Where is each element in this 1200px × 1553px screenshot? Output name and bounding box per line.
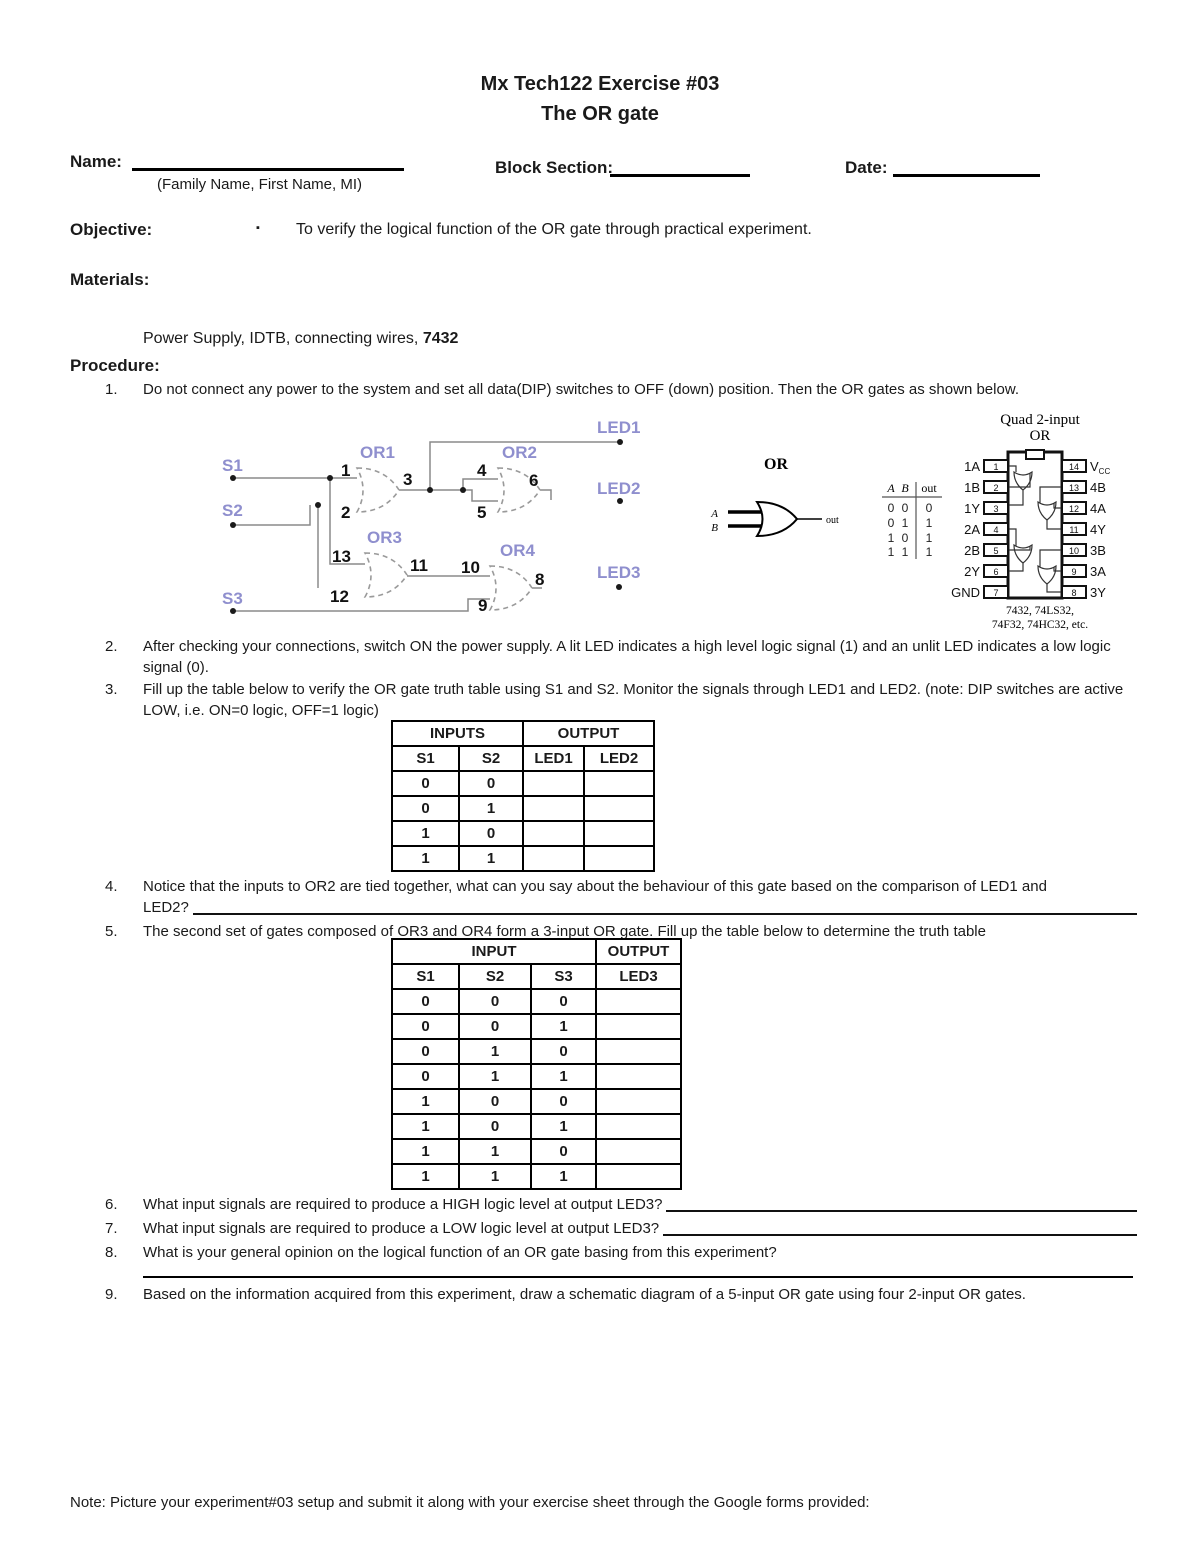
- table-cell: 1: [459, 1064, 531, 1089]
- truth-table-3input: [391, 938, 682, 1190]
- ic-pin-num: 4: [993, 525, 999, 535]
- or1-gate-shape: [357, 468, 399, 512]
- table-cell: 0: [459, 1014, 531, 1039]
- table1-col-s2: S2: [459, 746, 523, 771]
- table-cell: 1: [392, 1139, 459, 1164]
- ic-pin-label: 1A: [964, 459, 980, 474]
- or3-gate-shape: [365, 553, 407, 597]
- materials-text: [143, 330, 458, 348]
- step-number: 9.: [105, 1286, 118, 1303]
- gate-label-or2: OR2: [502, 443, 537, 462]
- pin-11: 11: [410, 556, 428, 575]
- table-cell-blank: [596, 1039, 681, 1064]
- table-cell-blank: [584, 846, 654, 871]
- table-cell: 1: [392, 846, 459, 871]
- procedure-step-1: [105, 379, 1135, 400]
- or-symbol-label-out: out: [826, 515, 839, 526]
- page-subtitle: The OR gate: [541, 103, 659, 125]
- ic-pin-label-vcc: $V_{CC}$: [1090, 459, 1111, 476]
- table-cell: 0: [392, 771, 459, 796]
- table-cell: 0: [459, 1114, 531, 1139]
- mini-truth-col-b: B: [901, 481, 909, 495]
- table-row: [392, 821, 654, 846]
- step-text: The second set of gates composed of OR3 and OR4 form a 3-input OR gate. Fill up the table below to determine the truth table: [143, 923, 986, 940]
- page-title: Mx Tech122 Exercise #03: [480, 73, 720, 95]
- table-row: [392, 964, 681, 989]
- table-cell-blank: [596, 1114, 681, 1139]
- table-row: [392, 1164, 681, 1189]
- table1-col-led1: LED1: [523, 746, 584, 771]
- gate-label-or3: OR3: [367, 528, 402, 547]
- schematic-wires: [233, 442, 620, 611]
- pin-1: 1: [341, 461, 351, 480]
- procedure-step-4: [105, 876, 1137, 897]
- table-row: [392, 771, 654, 796]
- ic-notch: [1026, 450, 1044, 459]
- pin-8: 8: [535, 570, 545, 589]
- table-cell: 1: [459, 1164, 531, 1189]
- table-cell-blank: [596, 1164, 681, 1189]
- table-cell: 1: [531, 1064, 596, 1089]
- input-label-s1: S1: [222, 456, 243, 475]
- ic-pin-num: 1: [993, 462, 999, 472]
- table-cell: 0: [531, 1139, 596, 1164]
- procedure-step-4-line2: [143, 897, 1137, 918]
- table-cell: 0: [459, 1089, 531, 1114]
- mini-truth-cell: 0: [887, 516, 895, 530]
- ic-pin-label: 4Y: [1090, 522, 1106, 537]
- materials-text-bold: 7432: [422, 330, 459, 347]
- ic-pin-num: 6: [993, 567, 999, 577]
- name-label: Name:: [70, 152, 122, 171]
- mini-truth-cell: 1: [887, 531, 895, 545]
- table1-header-output: OUTPUT: [523, 721, 654, 746]
- table-cell-blank: [596, 989, 681, 1014]
- table-cell: 0: [459, 989, 531, 1014]
- table-cell: 0: [531, 1089, 596, 1114]
- led2-label: LED2: [597, 479, 641, 498]
- table-cell-blank: [584, 821, 654, 846]
- step-number: 1.: [105, 381, 118, 398]
- ic-pin-num: 13: [1068, 483, 1080, 493]
- ic-pinout: [951, 412, 1110, 631]
- pin-2: 2: [341, 503, 351, 522]
- step-text: What is your general opinion on the logical function of an OR gate basing from this experiment?: [143, 1244, 777, 1261]
- table-cell: 1: [392, 1114, 459, 1139]
- table-cell-blank: [596, 1064, 681, 1089]
- table-cell: 1: [459, 796, 523, 821]
- step-number: 6.: [105, 1196, 118, 1213]
- or4-gate-shape: [490, 566, 532, 610]
- answer-blank: [663, 1218, 1137, 1236]
- table-cell-blank: [584, 771, 654, 796]
- date-label: Date:: [845, 158, 888, 177]
- table2-header-input: INPUT: [392, 939, 596, 964]
- table-cell: 0: [392, 989, 459, 1014]
- procedure-step-6: [105, 1194, 1137, 1215]
- table-cell-blank: [584, 796, 654, 821]
- step-text: What input signals are required to produce a HIGH logic level at output LED3?: [143, 1196, 663, 1213]
- ic-pin-num: 11: [1069, 525, 1079, 535]
- mini-truth-cell: 1: [925, 545, 933, 559]
- pin-6: 6: [529, 471, 539, 490]
- table-cell: 1: [459, 1139, 531, 1164]
- table-row: [392, 1114, 681, 1139]
- ic-pin-label: 3B: [1090, 543, 1106, 558]
- mini-truth-cell: 1: [887, 545, 895, 559]
- table-row: [392, 1064, 681, 1089]
- ic-pin-num: 14: [1068, 462, 1080, 472]
- table-cell: 1: [531, 1014, 596, 1039]
- table2-col-s3: S3: [531, 964, 596, 989]
- step-text: LED2?: [143, 899, 189, 916]
- ic-left-pins: [951, 459, 1008, 600]
- ic-pin-num: 3: [993, 504, 999, 514]
- pin-12: 12: [330, 587, 349, 606]
- mini-truth-table: [882, 481, 942, 559]
- pin-3: 3: [403, 470, 413, 489]
- table-cell-blank: [596, 1089, 681, 1114]
- ic-pin-num: 8: [1071, 588, 1077, 598]
- ic-pin-label: 3A: [1090, 564, 1106, 579]
- table-cell: 1: [392, 1164, 459, 1189]
- table-row: [392, 1014, 681, 1039]
- table-row: [392, 1039, 681, 1064]
- table-cell: 0: [392, 1039, 459, 1064]
- table-cell-blank: [596, 1139, 681, 1164]
- mini-truth-cell: 1: [925, 531, 933, 545]
- table2-col-s1: S1: [392, 964, 459, 989]
- ic-pin-label: 2B: [964, 543, 980, 558]
- figure-or-gates: [0, 400, 1200, 640]
- ic-pin-label: 4A: [1090, 501, 1106, 516]
- ic-pin-label: 3Y: [1090, 585, 1106, 600]
- table-cell: 0: [392, 1014, 459, 1039]
- bullet-icon: ▪: [256, 222, 260, 234]
- table-cell: 1: [459, 1039, 531, 1064]
- procedure-label: Procedure:: [70, 356, 160, 375]
- table-row: [392, 939, 681, 964]
- step-number: 3.: [105, 681, 118, 698]
- table-cell: 1: [392, 821, 459, 846]
- pin-10: 10: [461, 558, 480, 577]
- name-blank: [132, 145, 404, 171]
- step-number: 8.: [105, 1244, 118, 1261]
- step-text: After checking your connections, switch ON the power supply. A lit LED indicates a high level logic signal (1) and an unlit LED indicates a low logic signal (0).: [143, 638, 1111, 676]
- ic-title-line1: Quad 2-input: [1000, 412, 1080, 428]
- answer-blank: [193, 897, 1137, 915]
- table-cell-blank: [523, 846, 584, 871]
- step-number: 7.: [105, 1220, 118, 1237]
- ic-pin-label: 1B: [964, 480, 980, 495]
- step-text: What input signals are required to produce a LOW logic level at output LED3?: [143, 1220, 660, 1237]
- table-cell: 0: [531, 1039, 596, 1064]
- ic-caption-line2: 74F32, 74HC32, etc.: [991, 619, 1089, 631]
- junction-dots: [230, 439, 623, 614]
- mini-truth-cell: 0: [887, 501, 895, 515]
- mini-truth-rows: [888, 501, 933, 559]
- step-text: Do not connect any power to the system and set all data(DIP) switches to OFF (down) position. Then the OR gates as shown below.: [143, 381, 1019, 398]
- schematic-labels: [222, 418, 640, 608]
- table-cell: 0: [392, 796, 459, 821]
- table-cell-blank: [523, 821, 584, 846]
- ic-pin-num: 9: [1071, 567, 1077, 577]
- ic-pin-label: 2A: [964, 522, 980, 537]
- ic-title-line2: OR: [1029, 428, 1051, 444]
- mini-truth-col-a: A: [887, 481, 895, 495]
- ic-pin-num: 12: [1068, 504, 1080, 514]
- table2-header-output: OUTPUT: [596, 939, 681, 964]
- table1-col-led2: LED2: [584, 746, 654, 771]
- pin-5: 5: [477, 503, 487, 522]
- led1-label: LED1: [597, 418, 641, 437]
- gate-label-or4: OR4: [500, 541, 535, 560]
- step-number: 5.: [105, 923, 118, 940]
- input-label-s3: S3: [222, 589, 243, 608]
- step-text: Fill up the table below to verify the OR gate truth table using S1 and S2. Monitor the signals through LED1 and LED2. (note: DIP switches are active LOW, i.e. ON=0 logic, OFF=1 logic): [143, 681, 1124, 719]
- table-cell-blank: [523, 771, 584, 796]
- table-cell: 1: [531, 1164, 596, 1189]
- gate-label-or1: OR1: [360, 443, 395, 462]
- procedure-step-8: [105, 1242, 1137, 1263]
- materials-text-regular: Power Supply, IDTB, connecting wires,: [143, 330, 423, 347]
- table-cell: 0: [459, 771, 523, 796]
- procedure-step-7: [105, 1218, 1137, 1239]
- procedure-step-3: [105, 679, 1137, 721]
- truth-table-2input: [391, 720, 655, 872]
- mini-truth-cell: 1: [901, 545, 909, 559]
- ic-pin-num: 2: [993, 483, 999, 493]
- mini-truth-cell: 1: [901, 516, 909, 530]
- step-text: Notice that the inputs to OR2 are tied together, what can you say about the behaviour of this gate based on the comparison of LED1 and: [143, 878, 1047, 895]
- table-cell: 1: [459, 846, 523, 871]
- or-symbol-label-b: B: [711, 522, 718, 534]
- ic-pin-label: GND: [951, 585, 980, 600]
- ic-pin-num: 10: [1068, 546, 1080, 556]
- table-cell: 0: [459, 821, 523, 846]
- table-row: [392, 746, 654, 771]
- table-cell: 0: [392, 1064, 459, 1089]
- ic-caption-line1: 7432, 74LS32,: [1005, 605, 1075, 617]
- table-cell: 1: [392, 1089, 459, 1114]
- step-number: 4.: [105, 878, 118, 895]
- table-row: [392, 989, 681, 1014]
- objective-label: Objective:: [70, 220, 153, 239]
- or-symbol: [710, 456, 839, 536]
- table2-col-led3: LED3: [596, 964, 681, 989]
- table-cell: 0: [531, 989, 596, 1014]
- procedure-step-2: [105, 636, 1137, 678]
- table-row: [392, 796, 654, 821]
- step-number: 2.: [105, 638, 118, 655]
- or-symbol-shape: [757, 502, 797, 536]
- objective-text: To verify the logical function of the OR gate through practical experiment.: [296, 221, 812, 238]
- or-symbol-title: OR: [764, 456, 788, 473]
- table-row: [392, 721, 654, 746]
- footer-note: Note: Picture your experiment#03 setup and submit it along with your exercise sheet through the Google forms provided:: [70, 1494, 870, 1511]
- table-cell: 1: [531, 1114, 596, 1139]
- date-blank: [893, 151, 1040, 177]
- table-row: [392, 1139, 681, 1164]
- table-cell-blank: [596, 1014, 681, 1039]
- mini-truth-cell: 0: [901, 501, 909, 515]
- block-section-label: Block Section:: [495, 158, 614, 177]
- table-row: [392, 1089, 681, 1114]
- ic-pin-num: 5: [993, 546, 999, 556]
- materials-label: Materials:: [70, 270, 150, 289]
- input-label-s2: S2: [222, 501, 243, 520]
- mini-truth-cell: 0: [925, 501, 933, 515]
- step-text: Based on the information acquired from this experiment, draw a schematic diagram of a 5-input OR gate using four 2-input OR gates.: [143, 1286, 1026, 1303]
- pin-13: 13: [332, 547, 351, 566]
- answer-blank: [666, 1194, 1137, 1212]
- mini-truth-col-out: out: [921, 481, 937, 495]
- table-row: [392, 846, 654, 871]
- ic-pin-label: 1Y: [964, 501, 980, 516]
- pin-4: 4: [477, 461, 487, 480]
- table2-col-s2: S2: [459, 964, 531, 989]
- block-section-blank: [610, 151, 750, 177]
- ic-pin-label: 2Y: [964, 564, 980, 579]
- table1-header-inputs: INPUTS: [392, 721, 523, 746]
- ic-pin-label: 4B: [1090, 480, 1106, 495]
- ic-pin-num: 7: [993, 588, 999, 598]
- ic-right-pins: [1062, 459, 1110, 600]
- table-cell-blank: [523, 796, 584, 821]
- mini-truth-cell: 0: [901, 531, 909, 545]
- mini-truth-cell: 1: [925, 516, 933, 530]
- pin-9: 9: [478, 596, 488, 615]
- procedure-step-9: [105, 1284, 1137, 1305]
- name-hint: (Family Name, First Name, MI): [157, 176, 363, 193]
- table1-col-s1: S1: [392, 746, 459, 771]
- led3-label: LED3: [597, 563, 641, 582]
- or-symbol-label-a: A: [711, 508, 718, 520]
- answer-blank: [143, 1262, 1133, 1278]
